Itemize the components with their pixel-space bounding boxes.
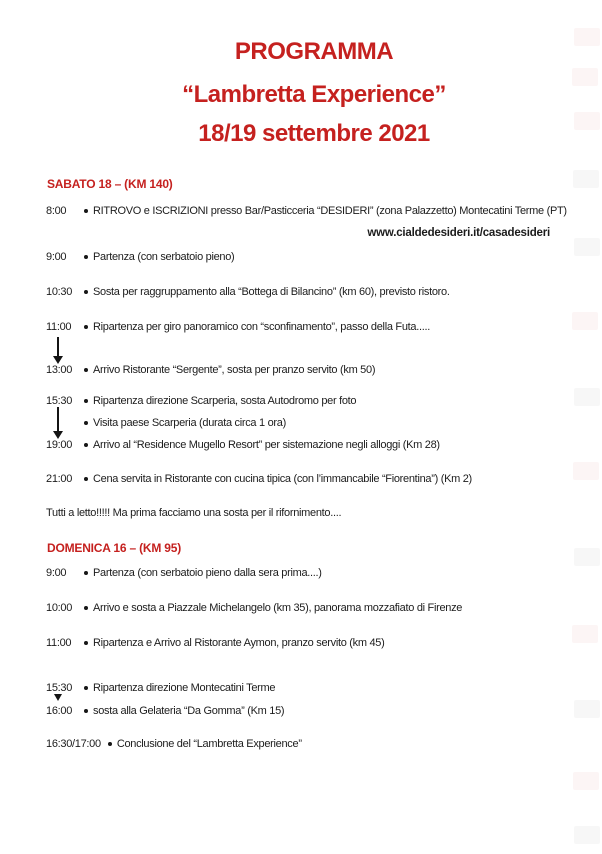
bullet-icon	[108, 742, 112, 746]
scan-artifact	[574, 700, 600, 718]
scan-artifact	[572, 312, 598, 330]
bullet-icon	[84, 421, 88, 425]
schedule-row	[46, 704, 592, 718]
bullet-icon	[84, 255, 88, 259]
time-label: 11:00	[46, 321, 72, 333]
sunday-heading: DOMENICA 16 – (KM 95)	[47, 541, 182, 555]
time-label: 13:00	[46, 364, 73, 376]
schedule-row	[46, 681, 592, 695]
event-text: Arrivo Ristorante “Sergente”, sosta per pranzo servito (km 50)	[93, 364, 376, 376]
event-text: Ripartenza direzione Scarperia, sosta Autodromo per foto	[93, 395, 357, 407]
schedule-row	[46, 250, 592, 264]
event-text: Arrivo al “Residence Mugello Resort” per sistemazione negli alloggi (Km 28)	[93, 439, 440, 451]
schedule-row	[46, 737, 592, 751]
bullet-icon	[84, 209, 88, 213]
schedule-row	[46, 601, 592, 615]
schedule-row	[46, 472, 592, 486]
scan-artifact	[572, 625, 598, 643]
scan-artifact	[574, 28, 600, 46]
scan-artifact	[573, 772, 599, 790]
down-arrow-icon	[54, 694, 64, 701]
time-label: 16:30/17:00	[46, 738, 101, 750]
schedule-row	[46, 285, 592, 299]
scan-artifact	[572, 68, 598, 86]
time-label: 19:00	[46, 439, 73, 451]
schedule-row	[46, 363, 592, 377]
closing-note: Tutti a letto!!!!! Ma prima facciamo una sosta per il rifornimento....	[46, 507, 342, 519]
schedule-row	[46, 394, 592, 408]
bullet-icon	[84, 477, 88, 481]
event-date: 18/19 settembre 2021	[198, 120, 430, 147]
bullet-icon	[84, 290, 88, 294]
time-label: 15:30	[46, 682, 73, 694]
website-url: www.cialdedesideri.it/casadesideri	[367, 227, 550, 239]
schedule-row	[46, 320, 592, 334]
bullet-icon	[84, 368, 88, 372]
scan-artifact	[574, 112, 600, 130]
scan-artifact	[574, 238, 600, 256]
event-text: Sosta per raggruppamento alla “Bottega di Bilancino” (km 60), previsto ristoro.	[93, 286, 450, 298]
event-text: sosta alla Gelateria “Da Gomma” (Km 15)	[93, 705, 285, 717]
event-text: Ripartenza direzione Montecatini Terme	[93, 682, 276, 694]
time-label: 16:00	[46, 705, 73, 717]
bullet-icon	[84, 606, 88, 610]
time-label: 21:00	[46, 473, 73, 485]
schedule-row	[46, 636, 592, 650]
scan-artifact	[573, 462, 599, 480]
event-text: RITROVO e ISCRIZIONI presso Bar/Pasticceria “DESIDERI” (zona Palazzetto) Montecatini Terme (PT)	[93, 205, 567, 217]
schedule-row	[46, 438, 592, 452]
schedule-row	[46, 566, 592, 580]
scan-artifact	[573, 170, 599, 188]
event-text: Ripartenza e Arrivo al Ristorante Aymon, pranzo servito (km 45)	[93, 637, 385, 649]
event-text: Partenza (con serbatoio pieno)	[93, 251, 235, 263]
bullet-icon	[84, 443, 88, 447]
bullet-icon	[84, 641, 88, 645]
time-label: 10:00	[46, 602, 73, 614]
scan-artifact	[574, 388, 600, 406]
time-label: 9:00	[46, 251, 67, 263]
event-name: “Lambretta Experience”	[182, 81, 446, 108]
down-arrow-icon	[53, 337, 63, 364]
time-label: 8:00	[46, 205, 67, 217]
time-label: 11:00	[46, 637, 72, 649]
bullet-icon	[84, 399, 88, 403]
page-title: PROGRAMMA	[234, 38, 394, 65]
bullet-icon	[84, 571, 88, 575]
bullet-icon	[84, 709, 88, 713]
schedule-row	[46, 204, 592, 218]
event-text: Partenza (con serbatoio pieno dalla sera prima....)	[93, 567, 322, 579]
time-label: 10:30	[46, 286, 73, 298]
saturday-heading: SABATO 18 – (KM 140)	[47, 177, 173, 191]
time-label: 15:30	[46, 395, 73, 407]
event-text: Arrivo e sosta a Piazzale Michelangelo (km 35), panorama mozzafiato di Firenze	[93, 602, 463, 614]
scan-artifact	[574, 548, 600, 566]
bullet-icon	[84, 686, 88, 690]
event-text: Conclusione del “Lambretta Experience”	[116, 738, 302, 750]
schedule-row	[46, 416, 592, 430]
bullet-icon	[84, 325, 88, 329]
scan-artifact	[574, 826, 600, 844]
event-text: Ripartenza per giro panoramico con “sconfinamento”, passo della Futa.....	[93, 321, 431, 333]
event-text: Cena servita in Ristorante con cucina tipica (con l’immancabile “Fiorentina”) (Km 2)	[93, 473, 472, 485]
down-arrow-icon	[53, 407, 63, 439]
event-text: Visita paese Scarperia (durata circa 1 ora)	[93, 417, 286, 429]
time-label: 9:00	[46, 567, 67, 579]
